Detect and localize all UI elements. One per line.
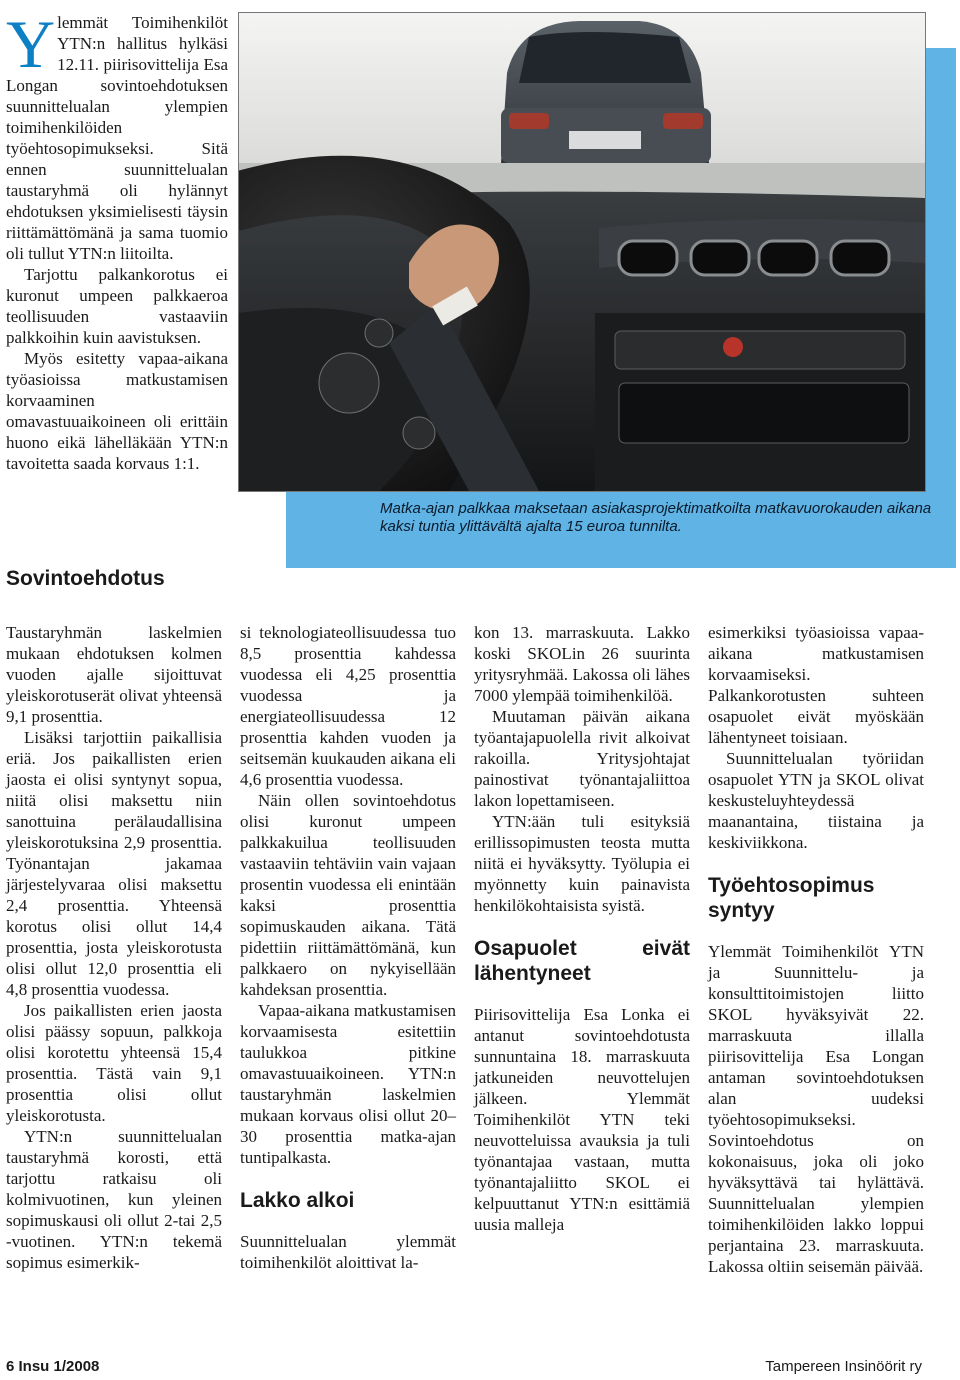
col4-paragraph-1: esimerkiksi työasioissa vapaa-aikana matkustamisen korvaamiseksi. Palkankorotusten suhteen osapuolet eivät myöskään lähentyneet toisiaan. bbox=[708, 623, 924, 747]
car-interior-photo bbox=[238, 12, 926, 492]
footer-publisher: Tampereen Insinöörit ry bbox=[765, 1358, 922, 1375]
intro-column bbox=[6, 6, 228, 474]
section-heading: Sovintoehdotus bbox=[6, 567, 165, 590]
col2-paragraph-2: Näin ollen sovintoehdotus olisi kuronut umpeen palkkakuilua teollisuuden vastaaviin tehtäviin vain vajaan prosentin vuodessa eli enintään kaksi prosenttia sopimuskauden aikana. Tätä pidettiin riittämättömänä, kun palkkaero on nykyisellään kahdeksan prosenttia. bbox=[240, 791, 456, 999]
photo-panel bbox=[238, 12, 958, 570]
photo-caption: Matka-ajan palkkaa maksetaan asiakasprojektimatkoilta matkavuorokauden aikana kaksi tuntia ylittävältä ajalta 15 euroa tunnilta. bbox=[380, 500, 932, 535]
intro-paragraph-2: Tarjottu palkankorotus ei kuronut umpeen palkkaeroa teollisuuden vastaaviin palkkoihin kuin aavistuksen. bbox=[6, 265, 228, 347]
col2-paragraph-1: si teknologiateollisuudessa tuo 8,5 prosenttia kahdessa vuodessa eli 4,25 prosenttia vuodessa ja energiateollisuudessa 12 prosenttia kahden vuoden ja seitsemän kuukauden aikana eli 4,6 prosenttia vuodessa. bbox=[240, 623, 456, 789]
col4-paragraph-2: Suunnittelualan työriidan osapuolet YTN ja SKOL olivat keskusteluyhteydessä maanantaina, tiistaina ja keskiviikkona. bbox=[708, 749, 924, 852]
footer-page-number: 6 Insu 1/2008 bbox=[6, 1358, 100, 1375]
col1-paragraph-2: Lisäksi tarjottiin paikallisia eriä. Jos paikallisten erien jaosta ei olisi syntynyt sopua, niitä olisi maksettu niin sanottuina perälaudallisina yleiskorotuksina 2,9 prosenttia. Työnantajan jakamaa järjestelyvaraa olisi maksettu 2,4 prosenttia. Yhteensä korotus olisi ollut 14,4 prosenttia, josta yleiskorotusta olisi ollut 12,0 prosenttia eli 4,8 prosenttia vuodessa. bbox=[6, 728, 222, 999]
article-column-2 bbox=[240, 622, 456, 1273]
col4-paragraph-3: Ylemmät Toimihenkilöt YTN ja Suunnittelu- ja konsulttitoimistojen liitto SKOL hyväksyivät 22. marraskuuta illalla piirisovittelija Esa Longan antaman sovintoehdotuksen alan uudeksi työehtosopimukseksi. Sovintoehdotus on kokonaisuus, joka oli joko hyväksyttävä tai hylättävä. Suunnittelualan ylempien toimihenkilöiden lakko loppui perjantaina 23. marraskuuta. Lakossa oltiin seisemän päivää. bbox=[708, 942, 924, 1276]
col1-paragraph-1: Taustaryhmän laskelmien mukaan ehdotuksen kolmen vuoden ajalle sijoittuvat yleiskorotuserät olivat yhteensä 9,1 prosenttia. bbox=[6, 623, 222, 726]
intro-paragraph-3: Myös esitetty vapaa-aikana työasioissa matkustamisen korvaaminen omavastuuaikoineen oli erittäin huono eikä lähelläkään YTN:n tavoitetta saada korvaus 1:1. bbox=[6, 349, 228, 473]
col3-paragraph-1: kon 13. marraskuuta. Lakko koski SKOLin 26 suurinta yritysryhmää. Lakossa oli lähes 7000 ylempää toimihenkilöä. bbox=[474, 623, 690, 705]
col2-paragraph-3: Vapaa-aikana matkustamisen korvaamisesta esitettiin taulukkoa pitkine omavastuuaikoineen. YTN:n taustaryhmän laskelmien mukaan korvaus olisi ollut 20–30 prosenttia matka-ajan tuntipalkasta. bbox=[240, 1001, 456, 1167]
intro-paragraph-1-text: lemmät Toimihenkilöt YTN:n hallitus hylkäsi 12.11. piirisovittelija Esa Longan sovintoehdotuksen suunnittelualan ylempien toimihenkilöiden työehtosopimukseksi. Sitä ennen suunnittelualan taustaryhmä oli hylännyt ehdotuksen yksimielisesti täysin riittämättömänä ja sama tuomio oli tullut YTN:n liitoilta. bbox=[6, 13, 228, 263]
article-column-3 bbox=[474, 622, 690, 1235]
drop-cap: Y bbox=[6, 6, 56, 82]
car-interior-illustration bbox=[239, 13, 925, 491]
col2-paragraph-4: Suunnittelualan ylemmät toimihenkilöt aloittivat la- bbox=[240, 1232, 456, 1272]
article-column-4 bbox=[708, 622, 924, 1277]
heading-lakko-alkoi: Lakko alkoi bbox=[240, 1189, 355, 1212]
intro-paragraph-1 bbox=[6, 6, 228, 264]
heading-tyoehtosopimus: Työehtosopimus syntyy bbox=[708, 874, 875, 922]
article-column-1 bbox=[6, 622, 222, 1273]
col3-paragraph-2: Muutaman päivän aikana työantajapuolella rivit alkoivat rakoilla. Yritysjohtajat painostivat työnantajaliittoa lakon lopettamiseen. bbox=[474, 707, 690, 810]
col3-paragraph-4: Piirisovittelija Esa Lonka ei antanut sovintoehdotusta sunnuntaina 18. marraskuuta jatkuneiden neuvottelujen jälkeen. Ylemmät Toimihenkilöt YTN teki neuvotteluissa avauksia ja tuli työnantajaa vastaan, mutta työnantajaliitto SKOL ei kelpuuttanut YTN:n esittämiä uusia malleja bbox=[474, 1005, 690, 1234]
car-ahead bbox=[501, 21, 711, 163]
col1-paragraph-4: YTN:n suunnittelualan taustaryhmä korosti, että tarjottu ratkaisu oli kolmivuotinen, kun yleinen sopimuskausi oli ollut 2-tai 2,5 -vuotinen. YTN:n tekemä sopimus esimerkik- bbox=[6, 1127, 222, 1272]
heading-osapuolet: Osapuolet eivät lähentyneet bbox=[474, 937, 690, 985]
col1-paragraph-3: Jos paikallisten erien jaosta olisi päässy sopuun, palkkoja olisi korotettu yhteensä 15,4 prosenttia. Tästä vain 9,1 prosenttia olisi ollut yleiskorotusta. bbox=[6, 1001, 222, 1125]
col3-paragraph-3: YTN:ään tuli esityksiä erillissopimusten teosta mutta niitä ei hyväksytty. Työlupia ei myönnetty kuin painavista henkilökohtaisista syistä. bbox=[474, 812, 690, 915]
